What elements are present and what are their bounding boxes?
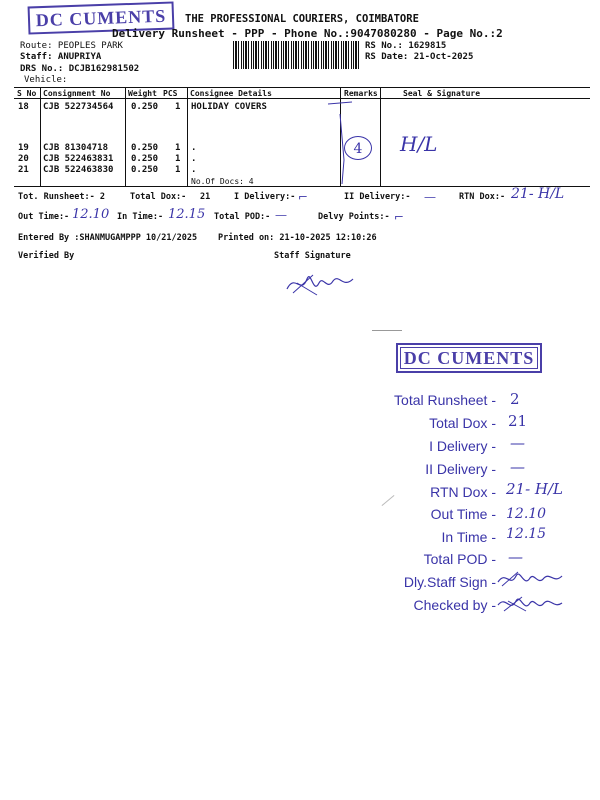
barcode [233,41,359,69]
ii-delivery-label: II Delivery:- [344,192,411,202]
total-pod-label: Total POD:- [214,212,271,222]
col-divider [380,87,381,186]
col-divider [187,87,188,186]
rtn-dox-hand: 21- H/L [511,186,565,202]
table-row-weight: 0.250 [131,165,159,175]
stamp-line-value: 21 [508,412,528,430]
stamp-line-label: Total Runsheet - [394,392,496,408]
rs-no: RS No.: 1629815 [365,41,447,51]
rtn-dox-label: RTN Dox:- [459,192,506,202]
rs-date: RS Date: 21-Oct-2025 [365,52,474,62]
stamp-line-label: Dly.Staff Sign - [403,574,496,590]
out-time-hand: 12.10 [72,207,110,222]
stamp-line-label: Checked by - [413,597,496,613]
table-row-cons: CJB 522463831 [43,154,114,164]
stamp-line-value: — [508,548,523,566]
stamp-line-value: — [510,434,525,452]
table-row-details: HOLIDAY COVERS [191,102,267,112]
stamp-line-label: RTN Dox - [430,484,496,500]
table-row-sno: 18 [18,102,29,112]
total-dox-value: 21 [200,192,211,202]
header-seal: Seal & Signature [403,89,481,98]
in-time-label: In Time:- [117,212,164,222]
stamp-line-label: I Delivery - [429,438,496,454]
header-remarks: Remarks [344,89,378,98]
entered-by: Entered By :SHANMUGAMPPP 10/21/2025 [18,233,198,243]
delvy-points-dash: ⌐ [394,210,405,224]
verified-by: Verified By [18,251,75,261]
header-sno: S No [17,89,37,98]
stamp-line-value: 21- H/L [506,480,564,498]
stamp-line-value: 12.10 [506,506,547,522]
company-name: THE PROFESSIONAL COURIERS, COIMBATORE [185,13,419,25]
table-row-cons: CJB 522463830 [43,165,114,175]
documents-stamp-bottom [396,343,542,373]
table-row-pcs: 1 [175,102,181,112]
drs-no: DRS No.: DCJB162981502 [20,64,140,74]
vehicle: Vehicle: [24,75,68,85]
tot-runsheet: Tot. Runsheet:- 2 [18,192,105,202]
table-row-details: . [191,165,197,175]
in-time-hand: 12.15 [168,207,206,222]
no-of-docs: No.Of Docs: 4 [191,177,254,186]
stamp-line-label: Total POD - [423,551,496,567]
stamp-line-value: — [510,458,525,476]
ii-delivery-dash: — [424,190,436,204]
dly-staff-signature-scribble [496,566,566,592]
stray-mark [382,495,395,506]
route: Route: PEOPLES PARK [20,41,123,51]
stamp-line-value: 12.15 [506,526,547,542]
remarks-circle [344,136,372,160]
stamp-bottom-text: DC CUMENTS [403,348,535,368]
table-bottom-line [14,186,590,187]
table-row-weight: 0.250 [131,154,159,164]
header-consignment: Consignment No [43,89,111,98]
checked-by-signature-scribble [496,591,566,617]
table-row-details: . [191,143,197,153]
faint-rule [372,330,402,331]
delvy-points-label: Delvy Points:- [318,212,390,222]
staff-signature-scribble [283,265,363,301]
stamp-line-value: 2 [510,390,520,408]
table-row-sno: 21 [18,165,29,175]
stamp-line-label: In Time - [441,529,496,545]
staff: Staff: ANUPRIYA [20,52,102,62]
stamp-line-label: Out Time - [430,506,496,522]
table-row-pcs: 1 [175,165,181,175]
staff-signature-label: Staff Signature [274,251,351,261]
table-row-pcs: 1 [175,154,181,164]
col-divider [125,87,126,186]
table-row-sno: 19 [18,143,29,153]
total-dox-label: Total Dox:- [130,192,187,202]
out-time-label: Out Time:- [18,212,70,222]
stamp-top-text: DC CUMENTS [35,5,167,31]
header-weight: Weight [128,89,157,98]
table-row-cons: CJB 81304718 [43,143,109,153]
table-header-line [14,98,590,99]
table-row-sno: 20 [18,154,29,164]
stamp-line-label: II Delivery - [425,461,496,477]
seal-handwriting: H/L [400,132,438,156]
total-pod-dash: — [275,208,287,222]
remarks-circle-number: 4 [353,141,363,157]
table-row-weight: 0.250 [131,143,159,153]
table-row-weight: 0.250 [131,102,159,112]
table-row-cons: CJB 522734564 [43,102,114,112]
printed-on: Printed on: 21-10-2025 12:10:26 [218,233,377,243]
header-consignee: Consignee Details [190,89,272,98]
i-delivery-label: I Delivery:- [234,192,296,202]
table-row-pcs: 1 [175,143,181,153]
stamp-line-label: Total Dox - [429,415,496,431]
table-top-line [14,87,590,88]
i-delivery-dash: ⌐ [298,190,309,204]
table-row-details: . [191,154,197,164]
header-pcs: PCS [163,89,178,98]
col-divider [40,87,41,186]
runsheet-subtitle: Delivery Runsheet - PPP - Phone No.:9047080280 - Page No.:2 [112,27,503,40]
